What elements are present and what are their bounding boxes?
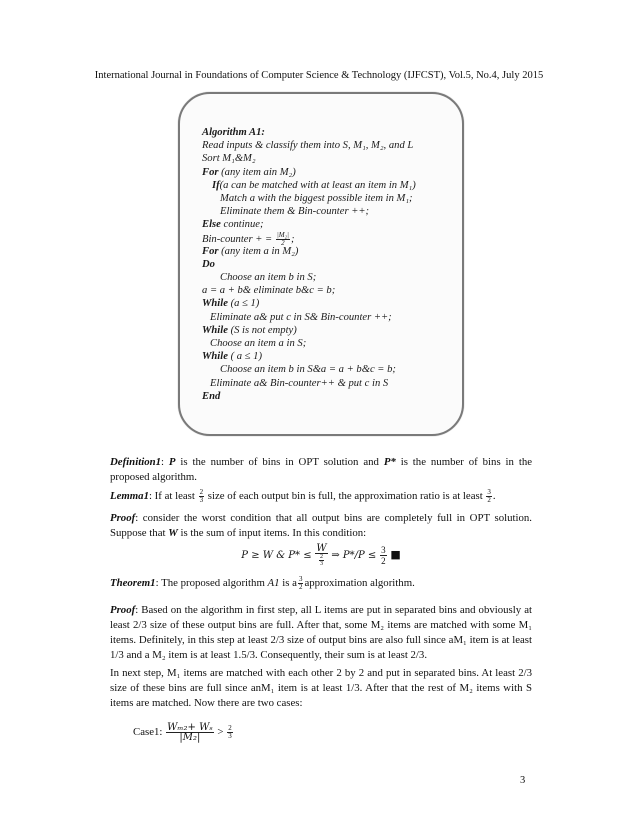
- algorithm-title: Algorithm A1:: [202, 127, 265, 138]
- equation: P ≥ W & P* ≤ $\frac{W}{\frac{2}{3}}$ ⇒ P*/P ≤ $\frac{3}{2}$ ■: [241, 543, 401, 567]
- algorithm-listing: [202, 126, 462, 403]
- next-step-paragraph: In next step, M₁ items are matched with each other 2 by 2 and put in separated bins. At least 2/3 size of these bins are full since anM₁ item is at least 1/3. After that the rest of M₂ items with S items are matched. Now there are two cases:: [110, 667, 532, 709]
- lemma-paragraph: Lemma1: If at least $\frac{2}{3}$ size of each output bin is full, the approximation ratio is at least $\frac{3}{2}$ .: [110, 488, 496, 505]
- algorithm-line: Read inputs & classify them into S, M₁, M₂, and L: [202, 140, 414, 152]
- lemma-ratio-fraction: $\frac{3}{2}$: [487, 488, 491, 505]
- page-number: 3: [520, 775, 526, 786]
- algorithm-line: Eliminate a& Bin-counter++ & put c in S: [210, 377, 389, 389]
- proof1-paragraph: Proof: consider the worst condition that all output bins are completely full in OPT solution. Suppose that W is the sum of input items. In this condition:: [110, 512, 532, 539]
- algorithm-line: Sort M₁&M₂: [202, 153, 256, 165]
- algorithm-line: Choose an item a in S;: [210, 338, 307, 349]
- case1-line: Case1: $\frac{\text{Wₘ₂+ Wₛ}}{\text{|M₂|}}$ > $\frac{2}{3}$: [133, 722, 232, 743]
- algorithm-line: While (S is not empty): [202, 324, 297, 336]
- algorithm-line: Eliminate them & Bin-counter ++;: [220, 206, 370, 218]
- case1-lhs-fraction: $\frac{\text{Wₘ₂+ Wₛ}}{\text{|M₂|}}$: [167, 722, 213, 743]
- theorem-paragraph: Theorem1: The proposed algorithm A1 is a $\frac{3}{2}$ approximation algorithm.: [110, 575, 415, 592]
- algorithm-line: Do: [202, 258, 215, 270]
- lemma-fraction: $\frac{2}{3}$: [199, 488, 204, 505]
- algorithm-line: Match a with the biggest possible item in M₁;: [220, 192, 413, 204]
- definition-paragraph: Definition1: P is the number of bins in OPT solution and P* is the number of bins in the proposed algorithm.: [110, 456, 533, 483]
- algorithm-line: Bin-counter + = $\frac{\text{|M₂|}}{2}$ ;: [202, 230, 295, 247]
- algorithm-line: Eliminate a& put c in S& Bin-counter ++;: [210, 311, 392, 323]
- algorithm-line: If(a can be matched with at least an item in M₁): [212, 179, 416, 191]
- theorem-fraction: $\frac{3}{2}$: [298, 575, 303, 592]
- running-head: International Journal in Foundations of Computer Science & Technology (IJFCST), Vol.5, No.4, July 2015: [94, 70, 544, 81]
- algorithm-line: While ( a ≤ 1): [202, 351, 262, 363]
- algorithm-line: Else continue;: [202, 219, 264, 231]
- algorithm-line: For (any item ain M₂): [202, 166, 296, 178]
- equation-ratio-fraction: $\frac{3}{2}$: [381, 545, 386, 566]
- proof2-paragraph: Proof: Based on the algorithm in first step, all L items are put in separated bins and obviously at least 2/3 size of these output bins are full. After that, some M₂ items are matched with some M₁ items. Definitely, in this step at least 2/3 size of output bins are also full since aM₁ item is at least 1/3 and a M₂ item is at least 1.5/3. Consequently, their sum is at least 2/3.: [110, 604, 532, 661]
- algorithm-line: For (any item a in M₂): [202, 245, 299, 257]
- algorithm-line: End: [202, 390, 221, 402]
- case1-rhs-fraction: $\frac{2}{3}$: [228, 724, 232, 740]
- bin-counter-fraction: $\frac{\text{|M₂|}}{2}$: [276, 230, 289, 247]
- algorithm-line: Choose an item b in S;: [220, 272, 317, 284]
- algorithm-line: While (a ≤ 1): [202, 298, 260, 310]
- equation-w-fraction: $\frac{W}{\frac{2}{3}}$: [316, 543, 327, 567]
- algorithm-line: a = a + b& eliminate b&c = b;: [202, 285, 336, 297]
- algorithm-line: Choose an item b in S&a = a + b&c = b;: [220, 364, 396, 376]
